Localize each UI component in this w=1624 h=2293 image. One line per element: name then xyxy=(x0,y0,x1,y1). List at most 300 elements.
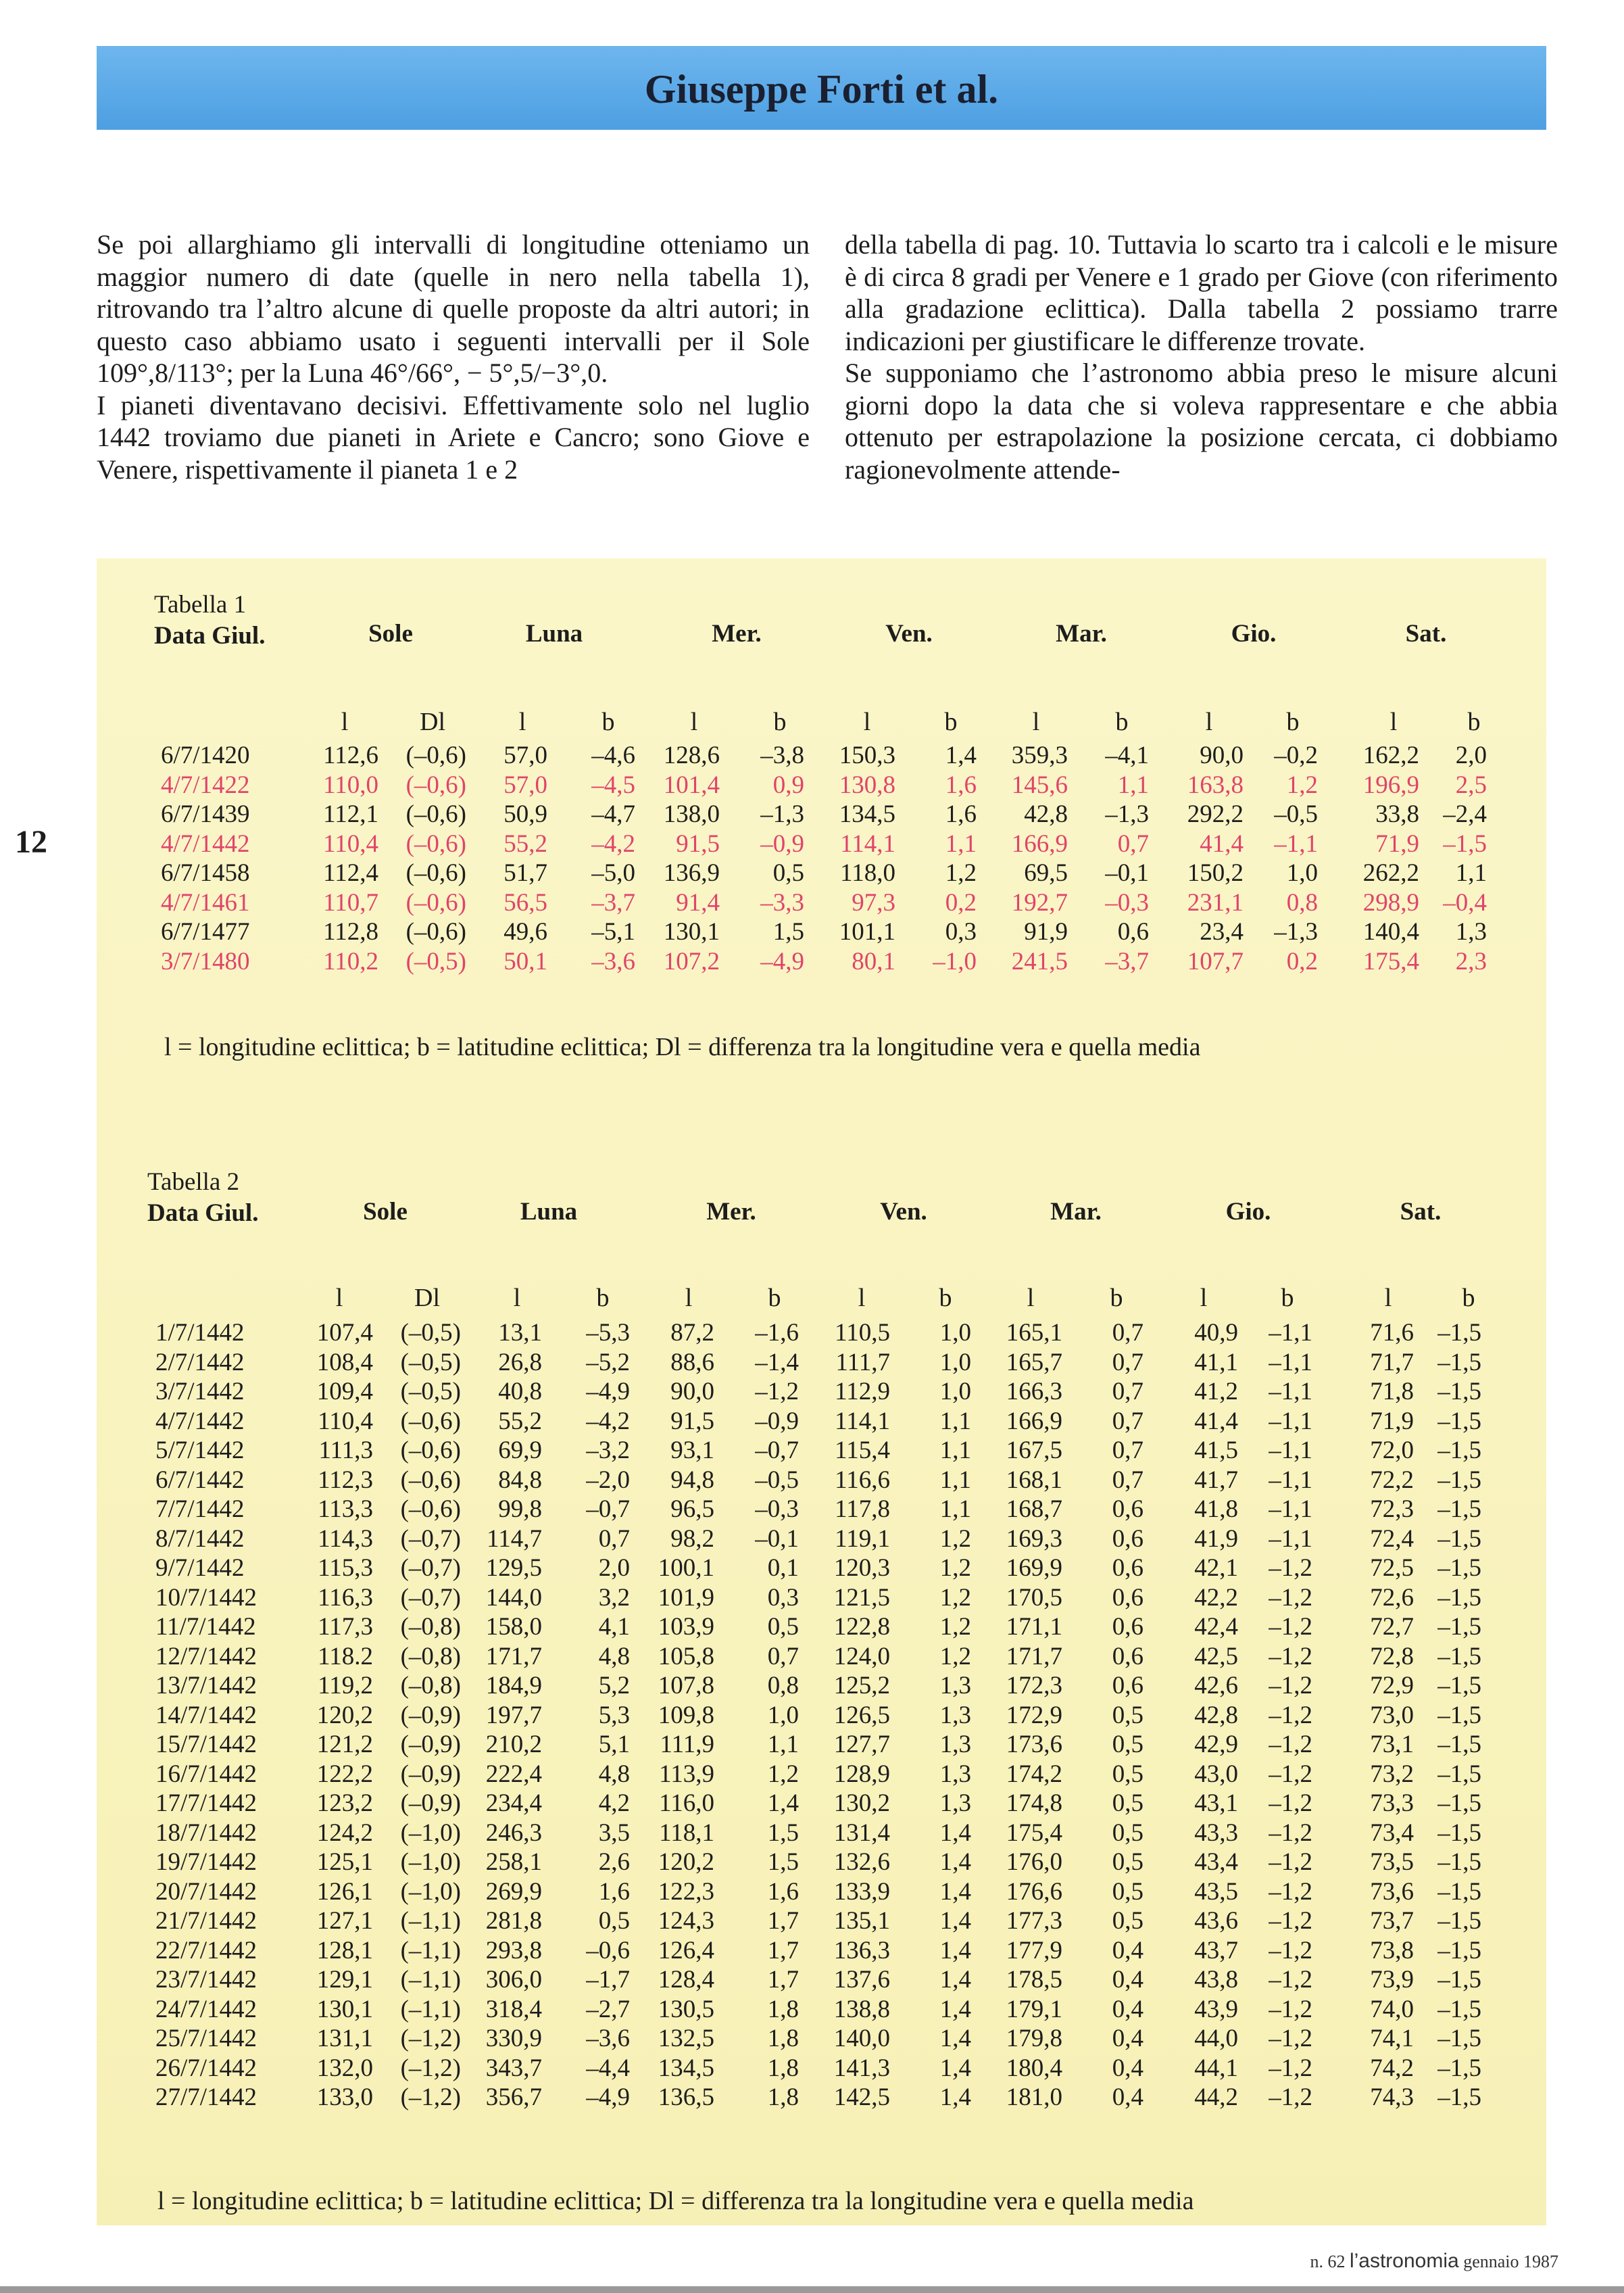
value-cell: 0,6 xyxy=(1112,1642,1143,1670)
value-cell: (–1,1) xyxy=(400,1966,461,1994)
date-cell: 22/7/1442 xyxy=(155,1936,257,1964)
value-cell: 132,6 xyxy=(833,1848,890,1876)
date-cell: 24/7/1442 xyxy=(155,1995,257,2023)
value-cell: 166,3 xyxy=(1006,1378,1062,1405)
value-cell: –1,5 xyxy=(1437,1907,1481,1935)
date-cell: 10/7/1442 xyxy=(155,1583,257,1612)
value-cell: 74,2 xyxy=(1370,2054,1414,2082)
value-cell: 5,2 xyxy=(598,1672,630,1699)
value-cell: (–0,6) xyxy=(405,742,466,769)
date-cell: 4/7/1442 xyxy=(155,1407,245,1435)
value-cell: 44,0 xyxy=(1194,2025,1238,2052)
value-cell: 74,0 xyxy=(1370,1995,1414,2023)
value-cell: 1,4 xyxy=(939,2054,971,2082)
value-cell: 2,0 xyxy=(598,1554,630,1582)
value-cell: 110,0 xyxy=(323,771,378,799)
value-cell: 135,1 xyxy=(833,1907,890,1935)
date-cell: 15/7/1442 xyxy=(155,1731,257,1758)
value-cell: 1,4 xyxy=(939,2083,971,2111)
table2-column-header: l xyxy=(1027,1284,1035,1312)
value-cell: 158,0 xyxy=(485,1613,542,1641)
value-cell: –1,1 xyxy=(1269,1466,1312,1494)
value-cell: –1,5 xyxy=(1437,2083,1481,2111)
value-cell: 292,2 xyxy=(1187,800,1244,828)
value-cell: 40,9 xyxy=(1194,1319,1238,1347)
date-cell: 20/7/1442 xyxy=(155,1877,257,1906)
value-cell: 99,8 xyxy=(498,1495,542,1523)
table1-column-header: l xyxy=(863,708,871,736)
value-cell: 112,9 xyxy=(835,1378,890,1405)
value-cell: 129,5 xyxy=(485,1554,542,1582)
value-cell: 73,4 xyxy=(1370,1818,1414,1847)
value-cell: –0,5 xyxy=(1274,800,1318,828)
value-cell: 122,8 xyxy=(833,1613,890,1641)
value-cell: –1,1 xyxy=(1274,829,1318,858)
value-cell: 42,8 xyxy=(1024,800,1068,828)
value-cell: –1,5 xyxy=(1437,1877,1481,1906)
value-cell: 112,1 xyxy=(323,800,378,828)
value-cell: 109,4 xyxy=(316,1378,373,1405)
value-cell: 1,7 xyxy=(767,1966,799,1994)
table2-row xyxy=(0,1906,1624,1936)
value-cell: 1,7 xyxy=(767,1907,799,1935)
table1-caption xyxy=(154,589,265,652)
value-cell: 120,3 xyxy=(833,1554,890,1582)
table2-column-header: b xyxy=(1110,1284,1123,1312)
value-cell: 71,7 xyxy=(1370,1348,1414,1376)
table1-group-header: Ven. xyxy=(885,620,933,648)
value-cell: 0,5 xyxy=(1112,1701,1143,1729)
value-cell: 133,9 xyxy=(833,1877,890,1906)
value-cell: –1,5 xyxy=(1437,1466,1481,1494)
value-cell: 1,8 xyxy=(767,1995,799,2023)
value-cell: –1,3 xyxy=(1105,800,1149,828)
value-cell: –1,5 xyxy=(1437,1672,1481,1699)
value-cell: –4,9 xyxy=(586,2083,630,2111)
table2-row xyxy=(0,1466,1624,1495)
value-cell: 114,3 xyxy=(318,1524,373,1553)
table2-row xyxy=(0,1642,1624,1672)
value-cell: 1,1 xyxy=(939,1437,971,1464)
table2-column-header: b xyxy=(768,1284,781,1312)
table1-row xyxy=(0,800,1624,829)
table1-row xyxy=(0,829,1624,859)
magazine-name: l’astronomia xyxy=(1349,2250,1459,2272)
value-cell: 0,5 xyxy=(598,1907,630,1935)
date-cell: 6/7/1477 xyxy=(161,918,250,946)
value-cell: 5,3 xyxy=(598,1701,630,1729)
value-cell: 179,8 xyxy=(1006,2025,1062,2052)
value-cell: 97,3 xyxy=(852,888,895,917)
value-cell: –3,3 xyxy=(760,888,804,917)
value-cell: –3,2 xyxy=(586,1437,630,1464)
value-cell: 356,7 xyxy=(485,2083,542,2111)
value-cell: 177,3 xyxy=(1006,1907,1062,1935)
value-cell: 91,9 xyxy=(1024,918,1068,946)
value-cell: 1,4 xyxy=(939,1966,971,1994)
value-cell: 40,8 xyxy=(498,1378,542,1405)
value-cell: 1,1 xyxy=(939,1495,971,1523)
value-cell: 1,4 xyxy=(939,1995,971,2023)
table1-group-header: Mer. xyxy=(712,620,762,648)
table2-column-header: l xyxy=(1384,1284,1392,1312)
value-cell: (–0,5) xyxy=(400,1319,461,1347)
value-cell: 210,2 xyxy=(485,1731,542,1758)
value-cell: –1,1 xyxy=(1269,1319,1312,1347)
value-cell: –0,9 xyxy=(755,1407,799,1435)
table2-group-header: Sole xyxy=(363,1198,408,1226)
value-cell: –1,5 xyxy=(1437,1437,1481,1464)
value-cell: –1,2 xyxy=(1269,1848,1312,1876)
table2-row xyxy=(0,1877,1624,1907)
value-cell: 132,0 xyxy=(316,2054,373,2082)
value-cell: 110,5 xyxy=(835,1319,890,1347)
value-cell: –1,1 xyxy=(1269,1524,1312,1553)
value-cell: 1,3 xyxy=(939,1672,971,1699)
value-cell: 72,8 xyxy=(1370,1642,1414,1670)
value-cell: 1,3 xyxy=(939,1731,971,1758)
value-cell: (–0,9) xyxy=(400,1789,461,1817)
value-cell: 90,0 xyxy=(670,1378,714,1405)
value-cell: 88,6 xyxy=(670,1348,714,1376)
paragraph: I pianeti diventavano decisivi. Effettivamente solo nel luglio 1442 troviamo due pianeti in Ariete e Cancro; sono Giove e Venere, rispettivamente il pianeta 1 e 2 xyxy=(97,389,810,485)
table2-date-header: Data Giul. xyxy=(147,1199,259,1227)
value-cell: 163,8 xyxy=(1187,771,1244,799)
value-cell: 150,2 xyxy=(1187,859,1244,887)
value-cell: 1,4 xyxy=(939,1907,971,1935)
value-cell: 0,7 xyxy=(598,1524,630,1553)
value-cell: 1,2 xyxy=(939,1524,971,1553)
value-cell: 43,9 xyxy=(1194,1995,1238,2023)
value-cell: 0,5 xyxy=(1112,1818,1143,1847)
date-cell: 27/7/1442 xyxy=(155,2083,257,2111)
value-cell: 2,6 xyxy=(598,1848,630,1876)
text-column-right xyxy=(845,228,1558,485)
value-cell: 122,2 xyxy=(316,1760,373,1788)
value-cell: 43,6 xyxy=(1194,1907,1238,1935)
value-cell: 72,4 xyxy=(1370,1524,1414,1553)
value-cell: 42,4 xyxy=(1194,1613,1238,1641)
value-cell: –4,4 xyxy=(586,2054,630,2082)
value-cell: 1,3 xyxy=(939,1760,971,1788)
date-cell: 6/7/1420 xyxy=(161,742,250,769)
value-cell: 166,9 xyxy=(1006,1407,1062,1435)
table1-column-header: b xyxy=(1286,708,1300,736)
value-cell: –0,1 xyxy=(1105,859,1149,887)
value-cell: 3,2 xyxy=(598,1583,630,1612)
value-cell: 50,9 xyxy=(503,800,547,828)
value-cell: 71,9 xyxy=(1375,829,1419,858)
date-cell: 23/7/1442 xyxy=(155,1966,257,1994)
value-cell: 0,6 xyxy=(1112,1495,1143,1523)
value-cell: 1,8 xyxy=(767,2025,799,2052)
value-cell: 72,3 xyxy=(1370,1495,1414,1523)
value-cell: –1,2 xyxy=(1269,1701,1312,1729)
table2-row xyxy=(0,2083,1624,2113)
value-cell: 1,2 xyxy=(767,1760,799,1788)
value-cell: (–0,6) xyxy=(400,1466,461,1494)
value-cell: 72,7 xyxy=(1370,1613,1414,1641)
value-cell: 1,5 xyxy=(767,1848,799,1876)
table1-column-header: b xyxy=(1115,708,1129,736)
value-cell: 141,3 xyxy=(833,2054,890,2082)
value-cell: 171,7 xyxy=(485,1642,542,1670)
value-cell: 177,9 xyxy=(1006,1936,1062,1964)
value-cell: –4,9 xyxy=(586,1378,630,1405)
value-cell: –1,5 xyxy=(1437,1378,1481,1405)
value-cell: 0,5 xyxy=(1112,1731,1143,1758)
date-cell: 11/7/1442 xyxy=(155,1613,256,1641)
value-cell: 90,0 xyxy=(1200,742,1244,769)
table1-group-header: Mar. xyxy=(1056,620,1107,648)
value-cell: –1,3 xyxy=(760,800,804,828)
table1-row xyxy=(0,741,1624,771)
value-cell: (–1,0) xyxy=(400,1818,461,1847)
value-cell: 13,1 xyxy=(498,1319,542,1347)
value-cell: 23,4 xyxy=(1200,918,1244,946)
value-cell: 113,3 xyxy=(318,1495,373,1523)
value-cell: 180,4 xyxy=(1006,2054,1062,2082)
value-cell: 124,0 xyxy=(833,1642,890,1670)
value-cell: 56,5 xyxy=(503,888,547,917)
value-cell: 4,2 xyxy=(598,1789,630,1817)
value-cell: 26,8 xyxy=(498,1348,542,1376)
value-cell: 359,3 xyxy=(1011,742,1068,769)
value-cell: 51,7 xyxy=(503,859,547,887)
value-cell: (–0,6) xyxy=(400,1407,461,1435)
value-cell: 113,9 xyxy=(659,1760,714,1788)
value-cell: –3,6 xyxy=(586,2025,630,2052)
value-cell: 1,0 xyxy=(767,1701,799,1729)
value-cell: –4,9 xyxy=(760,947,804,975)
value-cell: 127,7 xyxy=(833,1731,890,1758)
value-cell: 127,1 xyxy=(316,1907,373,1935)
table1-row xyxy=(0,888,1624,918)
value-cell: 107,2 xyxy=(663,947,720,975)
value-cell: 140,4 xyxy=(1362,918,1419,946)
value-cell: 128,9 xyxy=(833,1760,890,1788)
value-cell: 1,2 xyxy=(945,859,977,887)
value-cell: 169,9 xyxy=(1006,1554,1062,1582)
value-cell: –1,5 xyxy=(1443,829,1487,858)
table2-row xyxy=(0,1789,1624,1818)
value-cell: 1,8 xyxy=(767,2083,799,2111)
value-cell: (–1,2) xyxy=(400,2025,461,2052)
value-cell: 0,5 xyxy=(1112,1877,1143,1906)
table2-row xyxy=(0,1348,1624,1378)
date-cell: 1/7/1442 xyxy=(155,1319,245,1347)
value-cell: (–0,8) xyxy=(400,1613,461,1641)
table2-footnote: l = longitudine eclittica; b = latitudine eclittica; Dl = differenza tra la longitudine vera e quella media xyxy=(157,2187,1194,2215)
date-cell: 4/7/1422 xyxy=(161,771,250,799)
value-cell: –1,2 xyxy=(1269,1642,1312,1670)
value-cell: (–0,6) xyxy=(405,771,466,799)
value-cell: 4,8 xyxy=(598,1760,630,1788)
value-cell: –1,5 xyxy=(1437,1407,1481,1435)
value-cell: –1,2 xyxy=(1269,1731,1312,1758)
value-cell: –1,2 xyxy=(1269,1613,1312,1641)
value-cell: 73,8 xyxy=(1370,1936,1414,1964)
table1-title: Tabella 1 xyxy=(154,591,247,619)
value-cell: 136,5 xyxy=(658,2083,714,2111)
value-cell: 91,5 xyxy=(676,829,720,858)
value-cell: 126,1 xyxy=(316,1877,373,1906)
value-cell: 169,3 xyxy=(1006,1524,1062,1553)
value-cell: 74,1 xyxy=(1370,2025,1414,2052)
value-cell: 0,7 xyxy=(1112,1437,1143,1464)
value-cell: –0,9 xyxy=(760,829,804,858)
value-cell: (–0,7) xyxy=(400,1583,461,1612)
value-cell: 114,7 xyxy=(487,1524,542,1553)
value-cell: 105,8 xyxy=(658,1642,714,1670)
value-cell: 73,6 xyxy=(1370,1877,1414,1906)
value-cell: 107,8 xyxy=(658,1672,714,1699)
value-cell: 1,6 xyxy=(945,771,977,799)
table1-group-header: Gio. xyxy=(1231,620,1277,648)
value-cell: 1,4 xyxy=(767,1789,799,1817)
table2-row xyxy=(0,1553,1624,1583)
table2-row xyxy=(0,1701,1624,1731)
value-cell: 234,4 xyxy=(485,1789,542,1817)
value-cell: (–0,7) xyxy=(400,1524,461,1553)
value-cell: –1,2 xyxy=(1269,1760,1312,1788)
value-cell: –3,7 xyxy=(591,888,635,917)
value-cell: –1,1 xyxy=(1269,1348,1312,1376)
table2-group-header: Mer. xyxy=(706,1198,756,1226)
table1-group-header: Luna xyxy=(525,620,583,648)
value-cell: 43,5 xyxy=(1194,1877,1238,1906)
table2-row xyxy=(0,1377,1624,1407)
value-cell: 165,1 xyxy=(1006,1319,1062,1347)
value-cell: –1,2 xyxy=(1269,1583,1312,1612)
value-cell: 0,5 xyxy=(1112,1848,1143,1876)
date-cell: 3/7/1480 xyxy=(161,947,250,975)
value-cell: 69,9 xyxy=(498,1437,542,1464)
article-author-title: Giuseppe Forti et al. xyxy=(644,67,999,112)
value-cell: 116,0 xyxy=(659,1789,714,1817)
value-cell: 1,3 xyxy=(1455,918,1487,946)
value-cell: 241,5 xyxy=(1011,947,1068,975)
value-cell: (–0,5) xyxy=(400,1378,461,1405)
paragraph: della tabella di pag. 10. Tuttavia lo scarto tra i calcoli e le misure è di circa 8 gradi per Venere e 1 grado per Giove (con riferimento alla gradazione eclittica). Dalla tabella 2 possiamo trarre indicazioni per giustificare le differenze trovate. xyxy=(845,229,1558,356)
value-cell: 121,2 xyxy=(316,1731,373,1758)
value-cell: 1,0 xyxy=(939,1348,971,1376)
paragraph: Se supponiamo che l’astronomo abbia preso le misure alcuni giorni dopo la data che si voleva rappresentare e che abbia ottenuto per estrapolazione la posizione cercata, ci dobbiamo ragionevolmente attende- xyxy=(845,358,1558,485)
table1-group-header: Sat. xyxy=(1405,620,1447,648)
value-cell: 306,0 xyxy=(485,1966,542,1994)
value-cell: 124,2 xyxy=(316,1818,373,1847)
value-cell: 41,4 xyxy=(1194,1407,1238,1435)
table1-column-header: l xyxy=(1389,708,1398,736)
value-cell: 167,5 xyxy=(1006,1437,1062,1464)
value-cell: 1,0 xyxy=(939,1319,971,1347)
date-cell: 26/7/1442 xyxy=(155,2054,257,2082)
table1-date-header: Data Giul. xyxy=(154,622,266,650)
value-cell: 168,7 xyxy=(1006,1495,1062,1523)
value-cell: 87,2 xyxy=(670,1319,714,1347)
value-cell: 124,3 xyxy=(658,1907,714,1935)
table2-group-header: Mar. xyxy=(1050,1198,1102,1226)
date-cell: 13/7/1442 xyxy=(155,1672,257,1699)
value-cell: (–0,6) xyxy=(405,888,466,917)
value-cell: 73,1 xyxy=(1370,1731,1414,1758)
page-number: 12 xyxy=(15,824,47,860)
value-cell: 2,0 xyxy=(1455,742,1487,769)
value-cell: 1,2 xyxy=(939,1583,971,1612)
value-cell: –1,5 xyxy=(1437,1583,1481,1612)
table2-group-header: Sat. xyxy=(1400,1198,1442,1226)
value-cell: –0,7 xyxy=(586,1495,630,1523)
value-cell: 115,3 xyxy=(318,1554,373,1582)
value-cell: 0,5 xyxy=(1112,1789,1143,1817)
value-cell: 0,6 xyxy=(1112,1524,1143,1553)
value-cell: 123,2 xyxy=(316,1789,373,1817)
value-cell: 343,7 xyxy=(485,2054,542,2082)
value-cell: 114,1 xyxy=(840,829,895,858)
header-bar xyxy=(97,46,1546,130)
value-cell: 120,2 xyxy=(316,1701,373,1729)
value-cell: 3,5 xyxy=(598,1818,630,1847)
value-cell: –1,5 xyxy=(1437,1495,1481,1523)
value-cell: 42,2 xyxy=(1194,1583,1238,1612)
value-cell: 2,5 xyxy=(1455,771,1487,799)
value-cell: (–0,5) xyxy=(400,1348,461,1376)
value-cell: (–0,9) xyxy=(400,1760,461,1788)
value-cell: –1,5 xyxy=(1437,1995,1481,2023)
value-cell: 172,3 xyxy=(1006,1672,1062,1699)
value-cell: 101,9 xyxy=(658,1583,714,1612)
value-cell: 172,9 xyxy=(1006,1701,1062,1729)
value-cell: 293,8 xyxy=(485,1936,542,1964)
value-cell: 4,1 xyxy=(598,1613,630,1641)
value-cell: 43,1 xyxy=(1194,1789,1238,1817)
table2-column-header: b xyxy=(1462,1284,1475,1312)
table1-column-header: l xyxy=(1205,708,1213,736)
value-cell: –1,2 xyxy=(1269,2083,1312,2111)
value-cell: 140,0 xyxy=(833,2025,890,2052)
value-cell: 1,3 xyxy=(939,1789,971,1817)
value-cell: 1,0 xyxy=(939,1378,971,1405)
value-cell: 137,6 xyxy=(833,1966,890,1994)
value-cell: –4,1 xyxy=(1105,742,1149,769)
value-cell: 222,4 xyxy=(485,1760,542,1788)
date-cell: 17/7/1442 xyxy=(155,1789,257,1817)
issue-date: gennaio 1987 xyxy=(1463,2252,1558,2271)
table1-group-header: Sole xyxy=(368,620,413,648)
value-cell: –1,1 xyxy=(1269,1495,1312,1523)
table1-column-header: l xyxy=(518,708,526,736)
value-cell: 132,5 xyxy=(658,2025,714,2052)
date-cell: 19/7/1442 xyxy=(155,1848,257,1876)
value-cell: 281,8 xyxy=(485,1907,542,1935)
value-cell: 1,4 xyxy=(939,1848,971,1876)
value-cell: 116,3 xyxy=(318,1583,373,1612)
value-cell: 175,4 xyxy=(1362,947,1419,975)
value-cell: –1,5 xyxy=(1437,1789,1481,1817)
table2-row xyxy=(0,1818,1624,1848)
value-cell: 246,3 xyxy=(485,1818,542,1847)
table2-column-header: b xyxy=(596,1284,610,1312)
value-cell: 72,9 xyxy=(1370,1672,1414,1699)
value-cell: 171,1 xyxy=(1006,1613,1062,1641)
value-cell: 108,4 xyxy=(316,1348,373,1376)
table2-row xyxy=(0,1730,1624,1760)
value-cell: 42,5 xyxy=(1194,1642,1238,1670)
value-cell: 150,3 xyxy=(839,742,895,769)
value-cell: 0,5 xyxy=(1112,1760,1143,1788)
value-cell: 184,9 xyxy=(485,1672,542,1699)
value-cell: 0,4 xyxy=(1112,2025,1143,2052)
